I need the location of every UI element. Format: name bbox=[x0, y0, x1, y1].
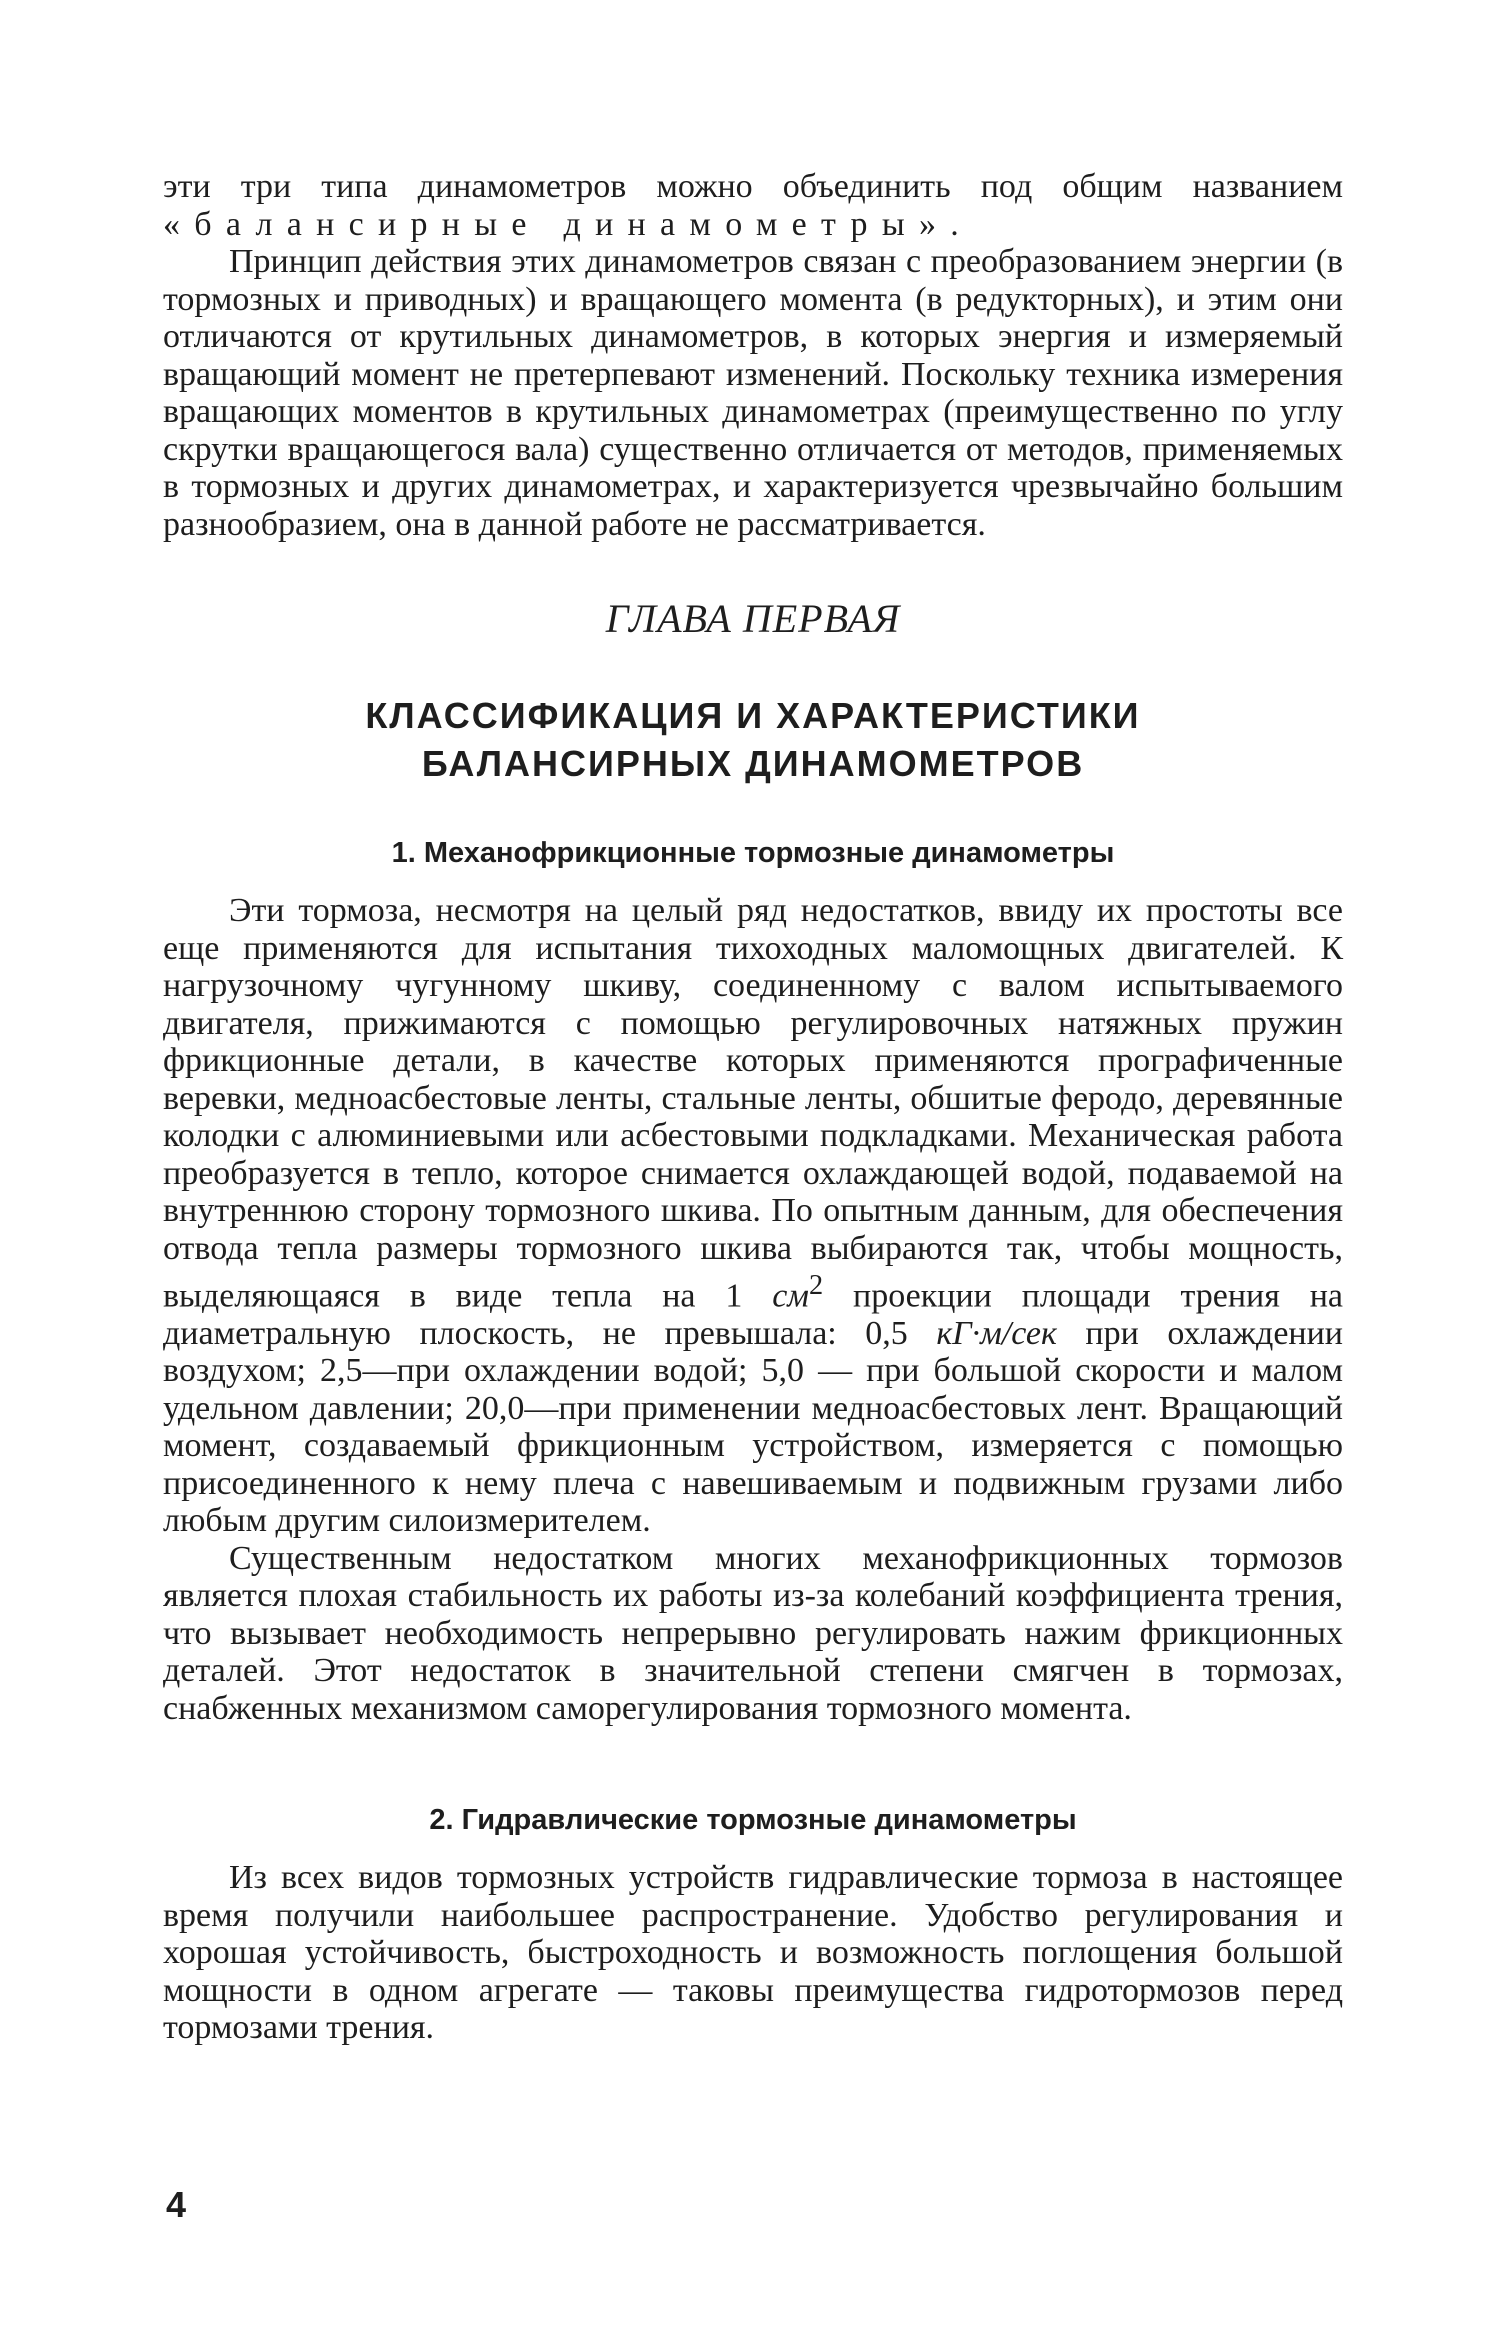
term-balancing-dynamometers: «балансирные динамометры». bbox=[163, 205, 974, 243]
section-2-heading: 2. Гидравлические тормозные динамометры bbox=[429, 1804, 1077, 1837]
page-body bbox=[163, 168, 1343, 2047]
section-1-paragraph-1 bbox=[163, 892, 1343, 1540]
intro-paragraph-2: Принцип действия этих динамометров связан с преобразованием энергии (в тормозных и приводных) и вращающего момента (в редукторных), и этим они отличаются от крутильных динамометров, в которых энергия и измеряемый вращающий момент не претерпевают изменений. Поскольку техника измерения вращающих моментов в крутильных динамометрах (преимущественно по углу скрутки вращающегося вала) существенно отличается от методов, применяемых в тормозных и других динамометрах, и характеризуется чрезвычайно большим разнообразием, она в данной работе не рассматривается. bbox=[163, 243, 1343, 543]
section-1-paragraph-1-part-a: Эти тормоза, несмотря на целый ряд недостатков, ввиду их простоты все еще применяются для испытания тихоходных маломощных двигателей. К нагрузочному чугунному шкиву, соединенному с валом испытываемого двигателя, прижимаются с помощью регулировочных натяжных пружин фрикционные детали, в качестве которых применяются прографиченные веревки, медноасбестовые ленты, стальные ленты, обшитые феродо, деревянные колодки с алюминиевыми или асбестовыми подкладками. Механическая работа преобразуется в тепло, которое снимается охлаждающей водой, подаваемой на внутреннюю сторону тормозного шкива. По опытным данным, для обеспечения отвода тепла размеры тормозного шкива выбираются так, чтобы мощность, выделяющаяся в виде тепла на 1 bbox=[163, 892, 1343, 1315]
section-1-paragraph-1-part-b: проекции площади трения на диаметральную плоскость, не превышала: 0,5 bbox=[163, 1277, 1343, 1352]
unit-superscript: 2 bbox=[809, 1270, 824, 1301]
intro-paragraph-1 bbox=[163, 168, 1343, 243]
chapter-label: ГЛАВА ПЕРВАЯ bbox=[605, 596, 901, 641]
section-1-heading: 1. Механофрикционные тормозные динамометры bbox=[391, 837, 1115, 869]
chapter-title-line-1: КЛАССИФИКАЦИЯ И ХАРАКТЕРИСТИКИ bbox=[365, 695, 1141, 736]
intro-paragraph-1-lead: эти три типа динамометров можно объединить под общим названием bbox=[163, 168, 1343, 205]
chapter-title-line-2: БАЛАНСИРНЫХ ДИНАМОМЕТРОВ bbox=[421, 743, 1085, 784]
section-1-paragraph-1-part-c: при охлаждении воздухом; 2,5—при охлаждении водой; 5,0 — при большой скорости и малом удельном давлении; 20,0—при применении медноасбестовых лент. Вращающий момент, создаваемый фрикционным устройством, измеряется с помощью присоединенного к нему плеча с навешиваемым и подвижным грузами либо любым другим силоизмерителем. bbox=[163, 1314, 1343, 1540]
chapter-title bbox=[163, 692, 1343, 788]
section-1-paragraph-2: Существенным недостатком многих механофрикционных тормозов является плохая стабильность их работы из-за колебаний коэффициента трения, что вызывает необходимость непрерывно регулировать нажим фрикционных деталей. Этот недостаток в значительной степени смягчен в тормозах, снабженных механизмом саморегулирования тормозного момента. bbox=[163, 1539, 1343, 1727]
section-2-paragraph-1: Из всех видов тормозных устройств гидравлические тормоза в настоящее время получили наибольшее распространение. Удобство регулирования и хорошая устойчивость, быстроходность и возможность поглощения большой мощности в одном агрегате — таковы преимущества гидротормозов перед тормозами трения. bbox=[163, 1859, 1343, 2047]
page-number: 4 bbox=[166, 2184, 187, 2225]
unit-cm: см bbox=[772, 1277, 810, 1315]
unit-power: кГ·м/сек bbox=[936, 1314, 1057, 1352]
